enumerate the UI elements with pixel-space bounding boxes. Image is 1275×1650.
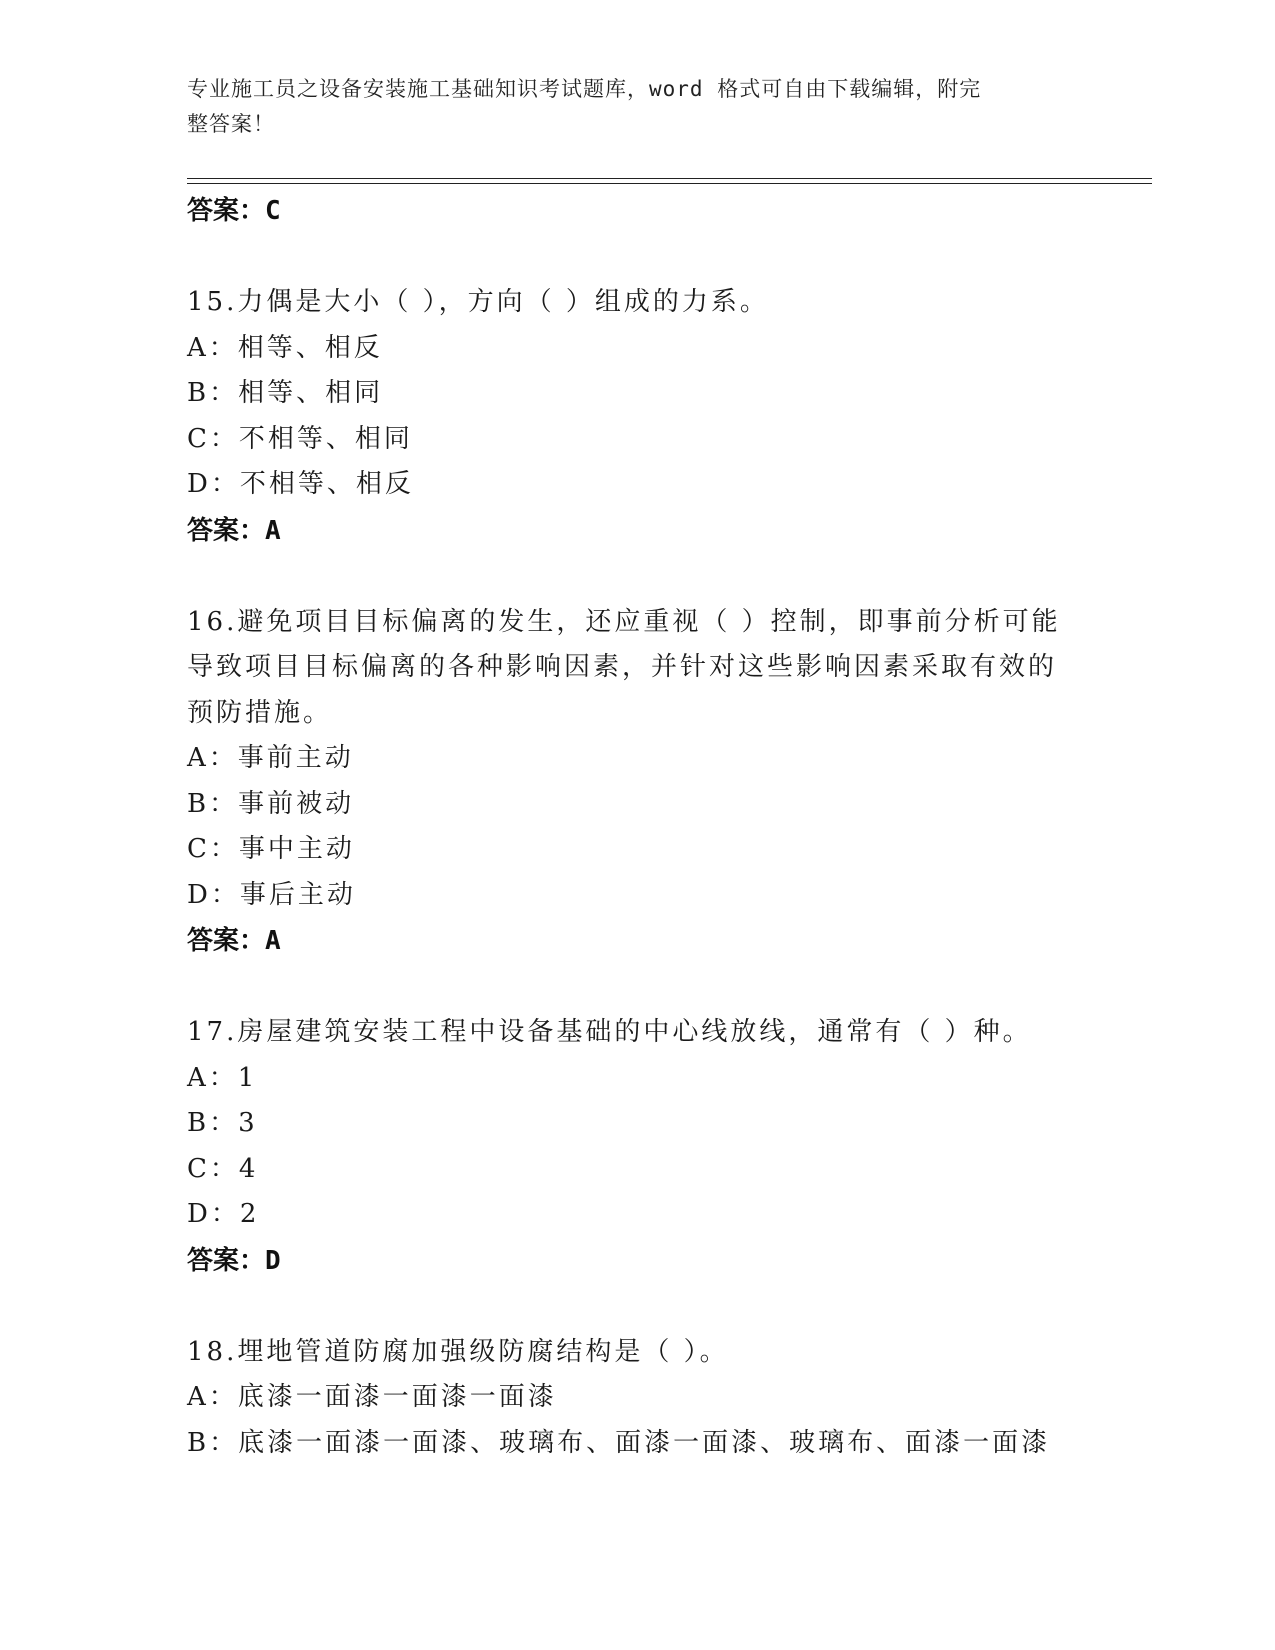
- question-text-cont: 导致项目目标偏离的各种影响因素，并针对这些影响因素采取有效的: [187, 652, 1058, 682]
- option-a: A：底漆一面漆一面漆一面漆: [187, 1382, 557, 1412]
- answer-label: 答案：: [187, 1245, 266, 1276]
- option-a: A：相等、相反: [187, 332, 383, 363]
- question-16: [187, 600, 1107, 965]
- option-d: D：2: [187, 1199, 260, 1229]
- option-c: C：事中主动: [187, 834, 355, 864]
- header-line-2: 整答案！: [187, 112, 275, 136]
- option-d: D：事后主动: [187, 879, 356, 910]
- option-b: B：事前被动: [187, 788, 355, 819]
- option-c: C：4: [187, 1153, 259, 1184]
- answer-label: 答案：: [187, 926, 266, 956]
- option-c: C：不相等、相同: [187, 423, 413, 454]
- question-list: [187, 188, 1107, 1466]
- question-text: 18.埋地管道防腐加强级防腐结构是（ ）。: [187, 1336, 729, 1367]
- option-b: B：相等、相同: [187, 378, 384, 408]
- answer-label: 答案：: [187, 515, 266, 546]
- answer-line: [187, 918, 1107, 964]
- answer-label: 答案：: [187, 196, 266, 226]
- header-line-1: 专业施工员之设备安装施工基础知识考试题库，word 格式可自由下载编辑，附完: [187, 77, 982, 101]
- question-17: [187, 1010, 1107, 1284]
- question-18: [187, 1330, 1107, 1467]
- question-text: 16.避免项目目标偏离的发生，还应重视（ ）控制，即事前分析可能: [187, 606, 1061, 637]
- header-divider-top: [187, 178, 1152, 179]
- question-15: [187, 280, 1107, 554]
- answer-value: C: [265, 196, 281, 226]
- header-divider-bottom: [187, 183, 1152, 184]
- option-a: A：1: [187, 1062, 258, 1093]
- answer-line: [187, 1238, 1107, 1284]
- question-text: 17.房屋建筑安装工程中设备基础的中心线放线，通常有（ ）种。: [187, 1017, 1032, 1047]
- question-text-cont: 预防措施。: [187, 697, 333, 728]
- answer-line: [187, 188, 1107, 234]
- option-d: D：不相等、相反: [187, 469, 414, 499]
- option-a: A：事前主动: [187, 743, 354, 773]
- answer-line: [187, 508, 1107, 554]
- answer-value: D: [265, 1245, 281, 1276]
- document-header: [187, 72, 1087, 142]
- answer-value: A: [265, 926, 281, 956]
- option-b: B：3: [187, 1108, 258, 1138]
- option-b: B：底漆一面漆一面漆、玻璃布、面漆一面漆、玻璃布、面漆一面漆: [187, 1427, 1051, 1458]
- answer-value: A: [265, 515, 281, 546]
- question-text: 15.力偶是大小（ ），方向（ ）组成的力系。: [187, 287, 769, 317]
